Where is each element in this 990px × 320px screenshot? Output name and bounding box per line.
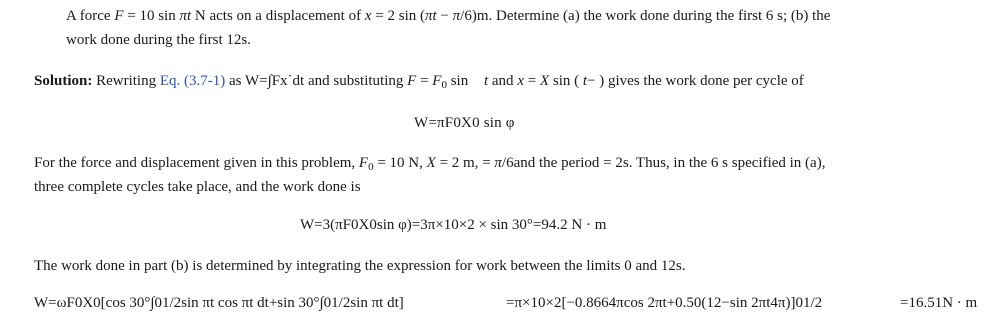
pi-t-symbol: πt xyxy=(424,8,437,24)
solution-text: sin xyxy=(446,73,472,89)
amplitude-symbol: X xyxy=(539,73,550,89)
problem-text: A force xyxy=(66,8,115,24)
para-text: = 10 N, xyxy=(373,155,427,171)
solution-line xyxy=(34,72,804,94)
force-symbol: F xyxy=(114,8,124,24)
pi-symbol: π xyxy=(452,8,461,24)
problem-text: = 10 sin xyxy=(123,8,180,24)
subscript-zero: 0 xyxy=(441,79,447,91)
solution-text: = xyxy=(523,73,540,89)
problem-line-2: work done during the first 12s. xyxy=(66,32,251,48)
displacement-symbol: x xyxy=(364,8,372,24)
solution-text: = xyxy=(416,73,433,89)
para-text: = 2 m, = xyxy=(435,155,495,171)
time-symbol: t xyxy=(582,73,588,89)
time-symbol: t xyxy=(483,73,489,89)
force-amplitude-symbol: F xyxy=(358,155,369,171)
paragraph-given-values xyxy=(34,154,825,176)
paragraph-given-values-line-2: three complete cycles take place, and the work done is xyxy=(34,179,361,195)
problem-text: N acts on a displacement of xyxy=(191,8,365,24)
solution-text: as W=∫Fx˙dt and substituting xyxy=(225,73,408,89)
equation-work-12s-result: =16.51N · m xyxy=(900,295,978,311)
para-text: /6and the period = 2s. Thus, in the 6 s specified in (a), xyxy=(501,155,826,171)
pi-symbol: π xyxy=(494,155,502,171)
problem-text: = 2 sin ( xyxy=(371,8,425,24)
solution-text: Rewriting xyxy=(92,73,160,89)
subscript-zero: 0 xyxy=(368,161,374,173)
equation-reference-link[interactable]: Eq. (3.7-1) xyxy=(159,73,226,89)
force-amplitude-symbol: F xyxy=(432,73,442,89)
equation-work-6s: W=3(πF0X0sin φ)=3π×10×2 × sin 30°=94.2 N · m xyxy=(300,217,607,233)
problem-text: /6)m. Determine (a) the work done during the first 6 s; (b) the xyxy=(460,8,831,24)
solution-text: and xyxy=(488,73,518,89)
equation-work-12s-evaluation: =π×10×2[−0.8664πcos 2πt+0.50(12−sin 2πt4π)]01/2 xyxy=(506,295,823,311)
equation-work-12s-integral: W=ωF0X0[cos 30°∫01/2sin πt cos πt dt+sin 30°∫01/2sin πt dt] xyxy=(34,295,404,311)
pi-t-symbol: πt xyxy=(179,8,192,24)
solution-text: sin ( xyxy=(549,73,583,89)
displacement-symbol: x xyxy=(517,73,524,89)
amplitude-symbol: X xyxy=(426,155,436,171)
force-symbol: F xyxy=(407,73,417,89)
problem-text: − xyxy=(436,8,453,24)
solution-text: − ) gives the work done per cycle of xyxy=(587,73,804,89)
paragraph-part-b: The work done in part (b) is determined by integrating the expression for work between the limits 0 and 12s. xyxy=(34,258,686,274)
solution-label: Solution: xyxy=(34,73,93,89)
equation-work-per-cycle: W=πF0X0 sin φ xyxy=(414,115,515,131)
para-text: For the force and displacement given in this problem, xyxy=(34,155,359,171)
problem-line-1 xyxy=(66,7,830,25)
